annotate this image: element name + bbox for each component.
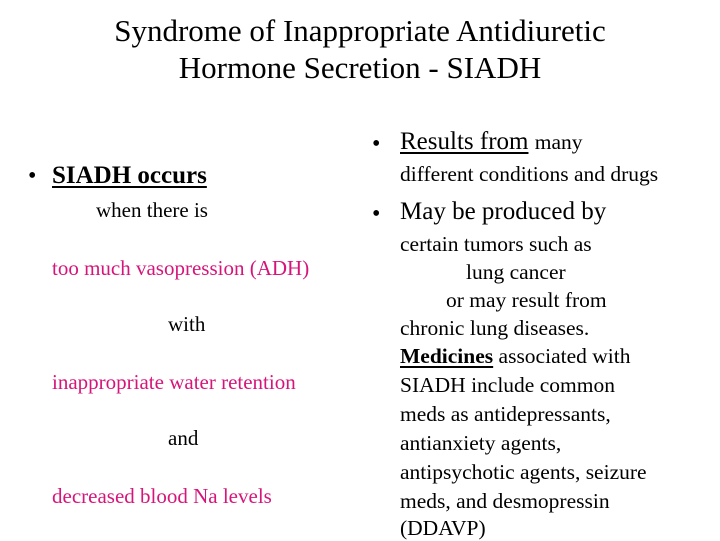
- right-line-siadh-include: SIADH include common: [400, 373, 615, 397]
- title-line-2: Hormone Secretion - SIADH: [178, 50, 542, 85]
- results-from-line-2: different conditions and drugs: [400, 162, 659, 186]
- right-line-antidepressants: meds as antidepressants,: [400, 402, 611, 426]
- left-line-inappropriate-water-retention: inappropriate water retention: [52, 370, 296, 394]
- right-line-chronic-lung: chronic lung diseases.: [400, 316, 590, 340]
- medicines-line: [400, 344, 630, 369]
- siadh-occurs-heading: SIADH occurs: [52, 162, 207, 189]
- right-line-ddavp: (DDAVP): [400, 516, 486, 540]
- slide-title: [0, 12, 720, 86]
- left-line-with: with: [168, 312, 206, 336]
- left-line-when-there-is: when there is: [96, 198, 208, 222]
- results-from-line: [400, 128, 583, 156]
- right-bullet-1: •: [372, 131, 381, 157]
- right-line-tumors: certain tumors such as: [400, 232, 592, 256]
- left-bullet: •: [28, 163, 37, 189]
- may-be-produced-heading: May be produced by: [400, 198, 607, 225]
- right-line-lung-cancer: lung cancer: [466, 260, 566, 284]
- results-from-heading: Results from: [400, 128, 529, 155]
- right-bullet-2: •: [372, 201, 381, 227]
- left-line-and: and: [168, 426, 199, 450]
- medicines-tail: associated with: [498, 344, 631, 368]
- right-line-desmopressin: meds, and desmopressin: [400, 489, 610, 513]
- right-line-antianxiety: antianxiety agents,: [400, 431, 562, 455]
- title-line-1: Syndrome of Inappropriate Antidiuretic: [114, 13, 606, 48]
- left-line-decreased-blood-na: decreased blood Na levels: [52, 484, 272, 508]
- medicines-word: Medicines: [400, 344, 494, 368]
- right-line-may-result: or may result from: [446, 288, 607, 312]
- right-line-antipsychotic: antipsychotic agents, seizure: [400, 460, 647, 484]
- left-line-too-much-vasopression: too much vasopression (ADH): [52, 256, 310, 280]
- results-from-tail: many: [534, 130, 583, 154]
